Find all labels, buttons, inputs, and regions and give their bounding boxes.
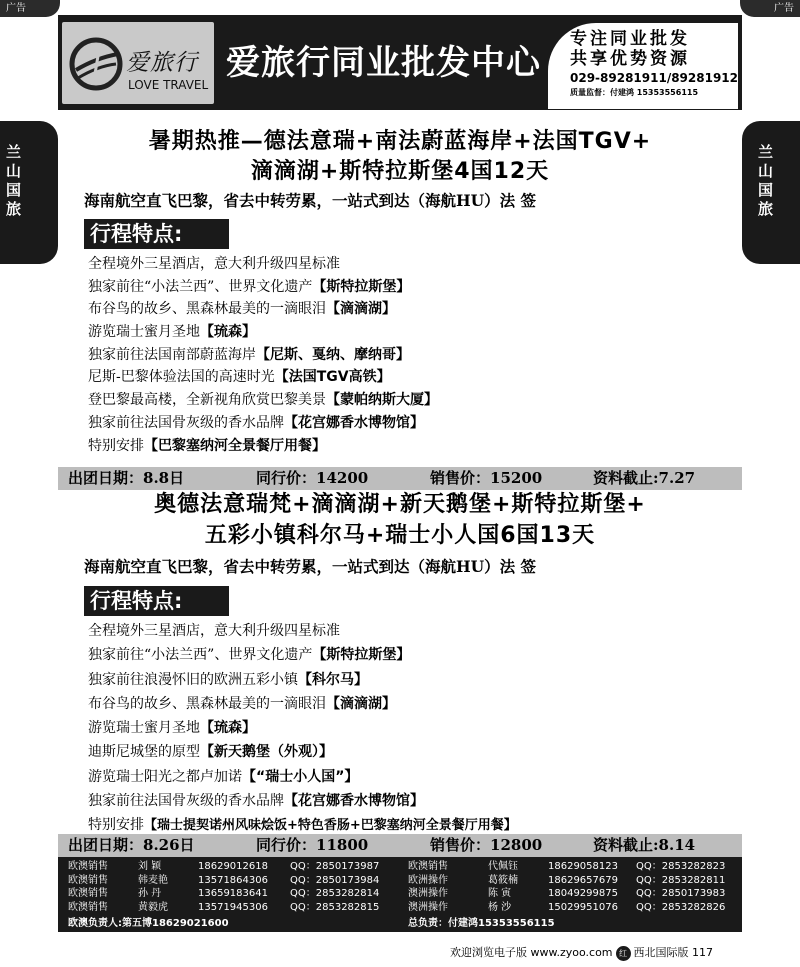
- route2-subtitle: 海南航空直飞巴黎，省去中转劳累，一站式到达（海航HU）法 签: [84, 557, 537, 576]
- list-item: 布谷鸟的故乡、黑森林最美的一滴眼泪【滴滴湖】: [88, 695, 396, 712]
- list-item: 全程境外三星酒店，意大利升级四星标准: [88, 256, 340, 272]
- route1-subtitle: 海南航空直飞巴黎，省去中转劳累，一站式到达（海航HU）法 签: [84, 191, 537, 210]
- contact-row: 欧澳销售 韩麦艳 13571864306 QQ：2850173984: [68, 874, 380, 886]
- contact-row: 欧洲操作 葛筱楠 18629657679 QQ：2853282811: [408, 874, 726, 886]
- contact-row: 澳洲操作 杨 沙 15029951076 QQ：2853282826: [408, 901, 726, 913]
- side-tab-left: [0, 121, 58, 264]
- logo: [62, 22, 214, 104]
- route1-peer-price: 同行价：14200: [256, 469, 369, 487]
- route2-title-line-2: 五彩小镇科尔马+瑞士小人国6国13天: [204, 523, 596, 548]
- list-item: 尼斯-巴黎体验法国的高速时光【法国TGV高铁】: [88, 369, 391, 386]
- footer-badge: 红: [616, 946, 631, 961]
- slogan-line-1: 专注同业批发: [570, 29, 690, 49]
- leaders-bar: [58, 915, 742, 932]
- list-item: 独家前往法国骨灰级的香水品牌【花宫娜香水博物馆】: [88, 793, 424, 810]
- page-number: 117: [692, 946, 714, 959]
- leader-left: 欧澳负责人:第五博18629021600: [68, 918, 229, 929]
- route2-sale-price: 销售价：12800: [430, 836, 543, 854]
- route2-price-bar: [58, 834, 742, 857]
- footer-edition: 西北国际版: [633, 946, 689, 959]
- quality-supervisor: 质量监督：付建鸿 15353556115: [570, 88, 699, 97]
- contacts-block: [58, 857, 742, 915]
- route2-peer-price: 同行价：11800: [256, 836, 369, 854]
- list-item: 游览瑞士蜜月圣地【琉森】: [88, 324, 256, 341]
- header-banner: [58, 15, 742, 110]
- contact-row: 欧澳销售 黄毅虎 13571945306 QQ：2853282815: [68, 901, 380, 913]
- route2-date: 出团日期：8.26日: [68, 836, 195, 854]
- list-item: 游览瑞士蜜月圣地【琉森】: [88, 720, 256, 737]
- footer: [450, 944, 713, 961]
- list-item: 布谷鸟的故乡、黑森林最美的一滴眼泪【滴滴湖】: [88, 301, 396, 318]
- route1-deadline: 资料截止:7.27: [593, 469, 696, 487]
- route1-sale-price: 销售价：15200: [430, 469, 543, 487]
- contact-row: 澳洲操作 陈 寅 18049299875 QQ：2850173983: [408, 888, 726, 899]
- contacts-left: [68, 860, 398, 914]
- route1-feature-label: 行程特点:: [84, 219, 229, 249]
- route1-title-line-2: 滴滴湖+斯特拉斯堡4国12天: [250, 159, 550, 184]
- footer-text: 欢迎浏览电子版 www.zyoo.com: [450, 946, 613, 959]
- logo-cn-text: 爱旅行: [126, 50, 198, 76]
- route1-date: 出团日期：8.8日: [68, 469, 185, 487]
- contact-row: 欧澳销售 代佩钰 18629058123 QQ：2853282823: [408, 861, 726, 872]
- side-tab-right: [742, 121, 800, 264]
- contact-row: 欧澳销售 刘 颖 18629012618 QQ：2850173987: [68, 861, 380, 872]
- route1-price-bar: [58, 467, 742, 490]
- page-title: 爱旅行同业批发中心: [226, 43, 541, 83]
- ad-label-left: 广告: [0, 0, 60, 17]
- list-item: 特别安排【瑞士提契诺州风味烩饭+特色香肠+巴黎塞纳河全景餐厅用餐】: [88, 817, 517, 834]
- list-item: 登巴黎最高楼，全新视角欣赏巴黎美景【蒙帕纳斯大厦】: [88, 392, 438, 409]
- route2-deadline: 资料截止:8.14: [593, 836, 696, 854]
- slogan-line-2: 共享优势资源: [570, 49, 690, 69]
- list-item: 全程境外三星酒店，意大利升级四星标准: [88, 623, 340, 639]
- list-item: 独家前往“小法兰西”、世界文化遗产【斯特拉斯堡】: [88, 647, 411, 664]
- route2-feature-list: [88, 619, 738, 838]
- contacts-right: [408, 860, 738, 914]
- contact-row: 欧澳销售 孙 丹 13659183641 QQ：2853282814: [68, 888, 380, 899]
- header-phone: 029-89281911/89281912: [570, 71, 739, 85]
- route1-feature-list: [88, 253, 738, 457]
- leader-right: 总负责：付建鸿15353556115: [408, 918, 555, 929]
- side-tab-left-text: 兰山国旅: [6, 143, 22, 218]
- side-tab-right-text: 兰山国旅: [758, 143, 774, 218]
- list-item: 独家前往浪漫怀旧的欧洲五彩小镇【科尔马】: [88, 671, 368, 688]
- logo-swirl-icon: [68, 36, 124, 92]
- ad-label-right: 广告: [740, 0, 800, 17]
- list-item: 迪斯尼城堡的原型【新天鹅堡（外观）】: [88, 744, 333, 761]
- list-item: 游览瑞士阳光之都卢加诺【“瑞士小人国”】: [88, 768, 359, 785]
- list-item: 特别安排【巴黎塞纳河全景餐厅用餐】: [88, 437, 326, 454]
- list-item: 独家前往法国骨灰级的香水品牌【花宫娜香水博物馆】: [88, 414, 424, 431]
- route2-title-line-1: 奥德法意瑞梵+滴滴湖+新天鹅堡+斯特拉斯堡+: [154, 492, 646, 517]
- list-item: 独家前往法国南部蔚蓝海岸【尼斯、戛纳、摩纳哥】: [88, 346, 410, 363]
- logo-en-text: LOVE TRAVEL: [128, 78, 209, 92]
- route1-title-line-1: 暑期热推—德法意瑞+南法蔚蓝海岸+法国TGV+: [148, 129, 652, 154]
- list-item: 独家前往“小法兰西”、世界文化遗产【斯特拉斯堡】: [88, 278, 411, 295]
- route2-feature-label: 行程特点:: [84, 586, 229, 616]
- header-contact-box: [548, 23, 738, 109]
